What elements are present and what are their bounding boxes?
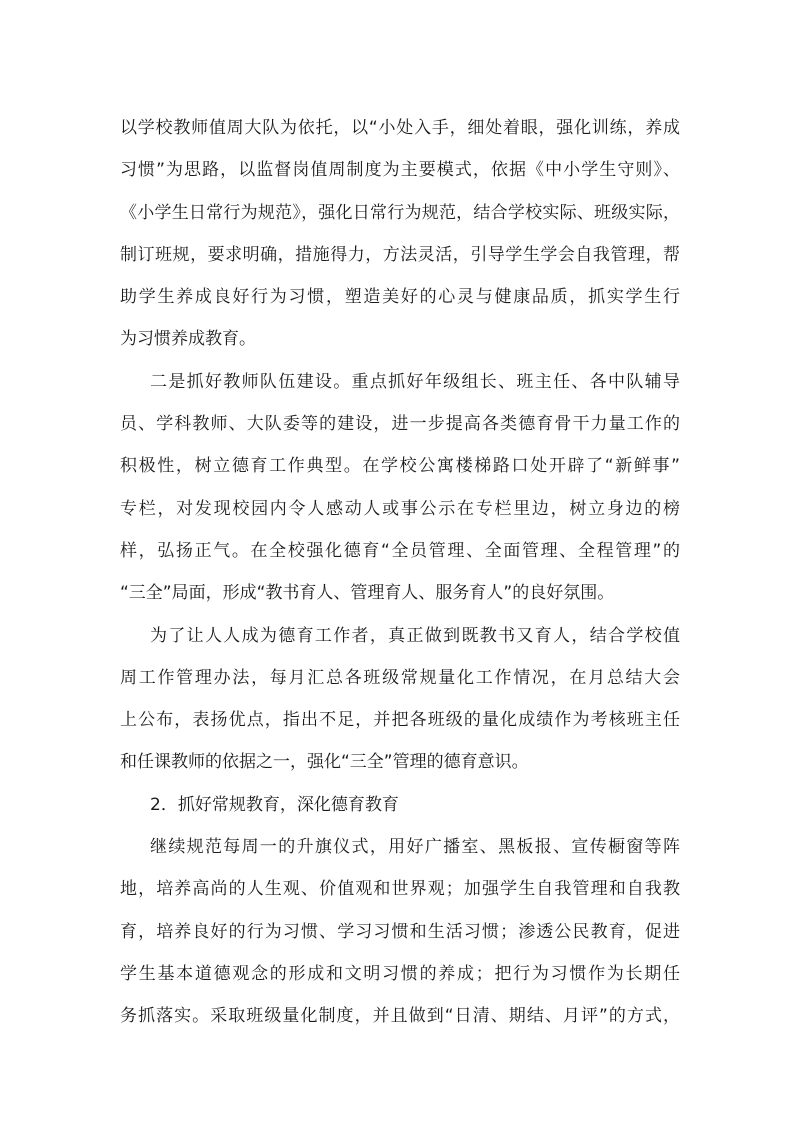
text-line: 专栏，对发现校园内令人感动人或事公示在专栏里边，树立身边的榜 [120, 498, 680, 519]
text-line: 为了让人人成为德育工作者，真正做到既教书又育人，结合学校值 [150, 625, 680, 646]
body-text [120, 107, 680, 1038]
text-line: 为习惯养成教育。 [120, 329, 256, 350]
text-line: 学生基本道德观念的形成和文明习惯的养成；把行为习惯作为长期任 [120, 963, 680, 984]
text-line: 和任课教师的依据之一，强化“三全”管理的德育意识。 [120, 752, 529, 773]
text-line: 上公布，表扬优点，指出不足，并把各班级的量化成绩作为考核班主任 [120, 710, 680, 731]
text-line: 以学校教师值周大队为依托，以“小处入手，细处着眼，强化训练，养成 [120, 118, 680, 138]
text-line: 助学生养成良好行为习惯，塑造美好的心灵与健康品质，抓实学生行 [120, 287, 680, 308]
text-line: 务抓落实。采取班级量化制度，并且做到“日清、期结、月评”的方式， [120, 1006, 680, 1027]
text-line: 二是抓好教师队伍建设。重点抓好年级组长、班主任、各中队辅导 [150, 371, 680, 392]
section-heading: 2．抓好常规教育，深化德育教育 [150, 794, 399, 815]
text-line: 育，培养良好的行为习惯、学习习惯和生活习惯；渗透公民教育，促进 [120, 921, 680, 942]
text-line: 周工作管理办法，每月汇总各班级常规量化工作情况，在月总结大会 [120, 667, 680, 688]
text-line: 习惯”为思路，以监督岗值周制度为主要模式，依据《中小学生守则》、 [120, 160, 680, 181]
text-line: 制订班规，要求明确，措施得力，方法灵活，引导学生学会自我管理，帮 [120, 244, 680, 265]
text-line: 样，弘扬正气。在全校强化德育“全员管理、全面管理、全程管理”的 [120, 540, 680, 561]
text-line: 积极性，树立德育工作典型。在学校公寓楼梯路口处开辟了“新鲜事” [120, 456, 680, 477]
text-line: “三全”局面，形成“教书育人、管理育人、服务育人”的良好氛围。 [120, 583, 615, 604]
text-line: 继续规范每周一的升旗仪式，用好广播室、黑板报、宣传橱窗等阵 [150, 837, 680, 858]
text-line: 员、学科教师、大队委等的建设，进一步提高各类德育骨干力量工作的 [120, 414, 680, 435]
text-line: 《小学生日常行为规范》，强化日常行为规范，结合学校实际、班级实际， [120, 202, 680, 223]
text-line: 地，培养高尚的人生观、价值观和世界观；加强学生自我管理和自我教 [120, 879, 680, 900]
